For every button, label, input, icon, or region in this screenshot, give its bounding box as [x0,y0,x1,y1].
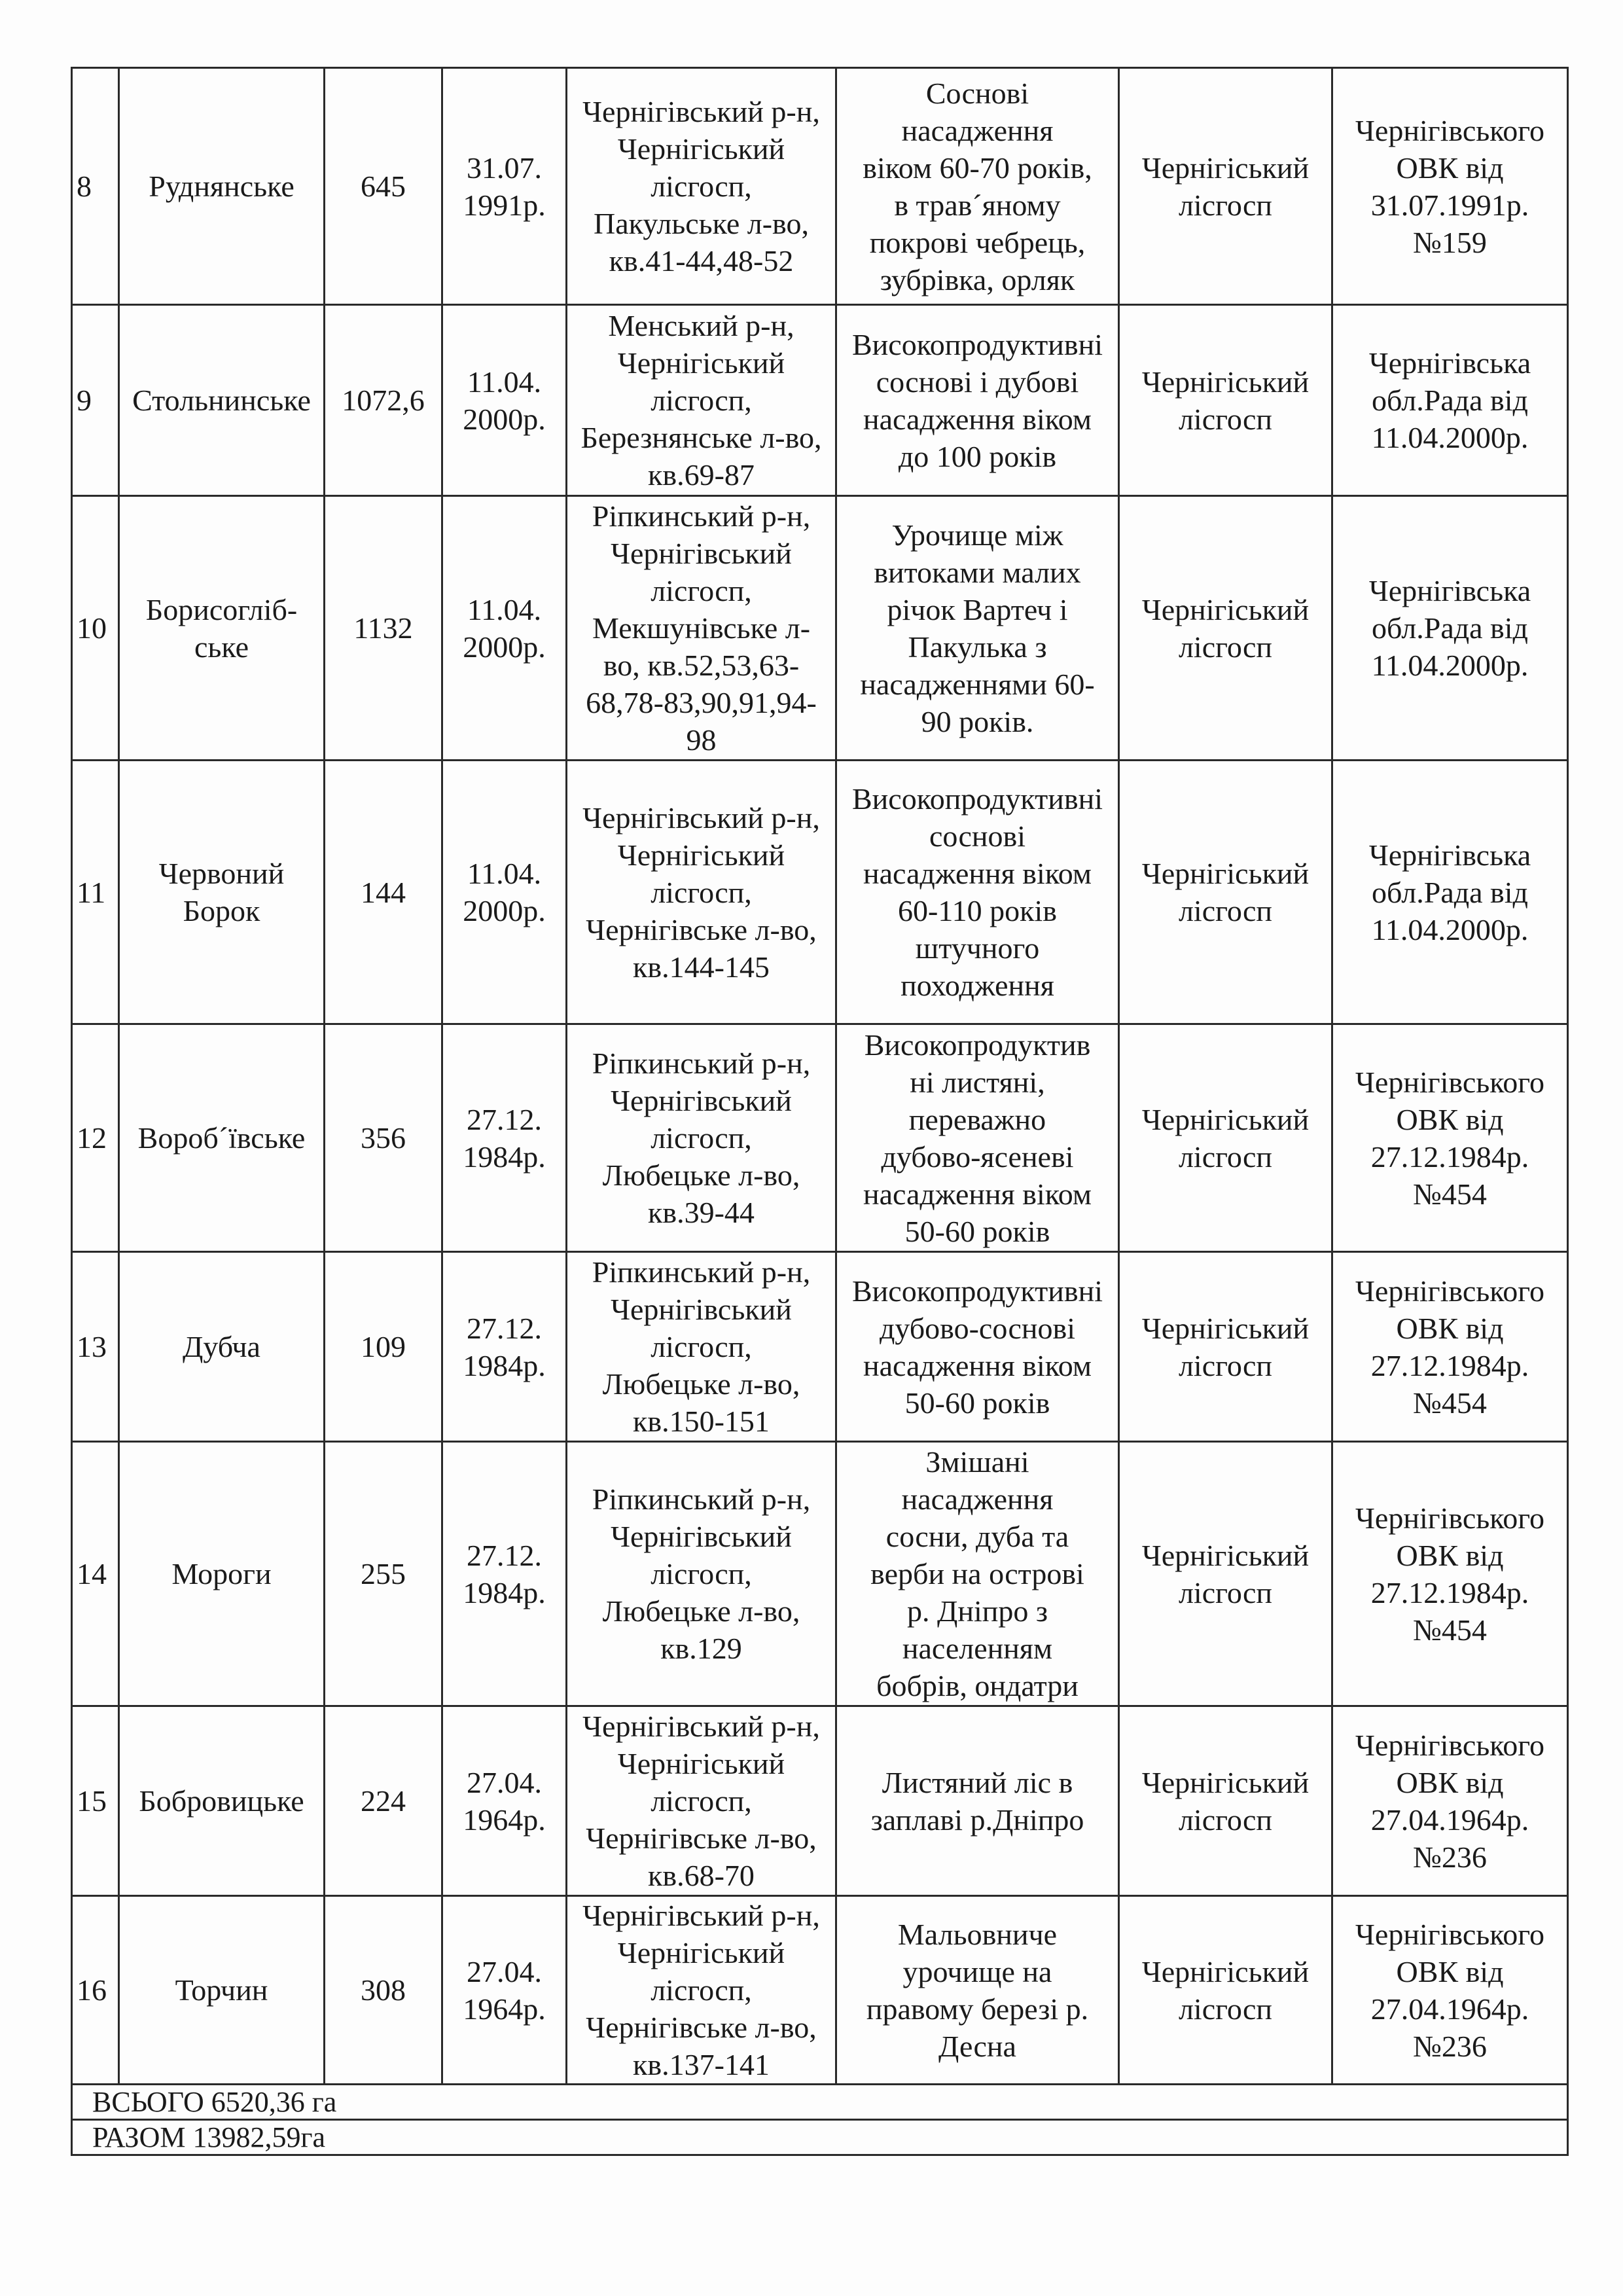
creation-decision: Чернігівського ОВК від 27.04.1964р. №236 [1332,1896,1568,2085]
land-user: Чернігіський лісгосп [1119,68,1332,305]
table-row [72,68,1568,305]
reserve-area: 144 [325,761,442,1024]
table-row [72,761,1568,1024]
land-user: Чернігіський лісгосп [1119,1024,1332,1252]
creation-date: 27.12. 1984р. [442,1442,567,1706]
reserves-table [71,67,1569,2156]
table-row [72,1252,1568,1442]
reserve-description: Високопродуктив ні листяні, переважно дубово-ясеневі насадження віком 50-60 років [836,1024,1119,1252]
reserve-area: 1132 [325,496,442,761]
row-number: 11 [72,761,119,1024]
reserve-area: 1072,6 [325,305,442,496]
reserve-location: Ріпкинський р-н, Чернігівський лісгосп, Мекшунівське л- во, кв.52,53,63- 68,78-83,90,91,94- 98 [567,496,836,761]
reserve-area: 224 [325,1706,442,1896]
reserve-description: Соснові насадження віком 60-70 років, в трав´яному покрові чебрець, зубрівка, орляк [836,68,1119,305]
table-row [72,1706,1568,1896]
total-razom: РАЗОМ 13982,59га [72,2120,1568,2155]
reserve-name: Червоний Борок [119,761,325,1024]
reserve-name: Бобровицьке [119,1706,325,1896]
table-row [72,305,1568,496]
row-number: 9 [72,305,119,496]
table-row [72,496,1568,761]
reserve-description: Мальовниче урочище на правому березі р. Десна [836,1896,1119,2085]
total-row [72,2085,1568,2120]
reserve-name: Дубча [119,1252,325,1442]
reserve-name: Вороб´ївське [119,1024,325,1252]
reserve-name: Мороги [119,1442,325,1706]
creation-decision: Чернігівського ОВК від 31.07.1991р. №159 [1332,68,1568,305]
creation-decision: Чернігівського ОВК від 27.12.1984р. №454 [1332,1252,1568,1442]
table-body [72,68,1568,2155]
reserve-location: Чернігівський р-н, Чернігіський лісгосп, Чернігівське л-во, кв.68-70 [567,1706,836,1896]
reserve-location: Ріпкинський р-н, Чернігівський лісгосп, Любецьке л-во, кв.150-151 [567,1252,836,1442]
reserve-description: Урочище між витоками малих річок Вартеч і Пакулька з насадженнями 60- 90 років. [836,496,1119,761]
row-number: 14 [72,1442,119,1706]
reserve-location: Чернігівський р-н, Чернігіський лісгосп, Пакульське л-во, кв.41-44,48-52 [567,68,836,305]
land-user: Чернігіський лісгосп [1119,496,1332,761]
reserve-location: Ріпкинський р-н, Чернігівський лісгосп, Любецьке л-во, кв.39-44 [567,1024,836,1252]
reserve-name: Руднянське [119,68,325,305]
creation-decision: Чернігівська обл.Рада від 11.04.2000р. [1332,761,1568,1024]
row-number: 8 [72,68,119,305]
table-row [72,1442,1568,1706]
reserve-name: Стольнинське [119,305,325,496]
land-user: Чернігіський лісгосп [1119,1252,1332,1442]
reserve-area: 255 [325,1442,442,1706]
creation-decision: Чернігівського ОВК від 27.12.1984р. №454 [1332,1442,1568,1706]
creation-decision: Чернігівська обл.Рада від 11.04.2000р. [1332,496,1568,761]
reserve-area: 356 [325,1024,442,1252]
creation-date: 27.12. 1984р. [442,1252,567,1442]
creation-decision: Чернігівського ОВК від 27.04.1964р. №236 [1332,1706,1568,1896]
land-user: Чернігіський лісгосп [1119,1442,1332,1706]
row-number: 10 [72,496,119,761]
reserve-name: Торчин [119,1896,325,2085]
reserve-name: Борисоглiб- ське [119,496,325,761]
creation-date: 27.12. 1984р. [442,1024,567,1252]
creation-date: 27.04. 1964р. [442,1706,567,1896]
table-row [72,1024,1568,1252]
creation-date: 11.04. 2000р. [442,496,567,761]
land-user: Чернігіський лісгосп [1119,1896,1332,2085]
total-row [72,2120,1568,2155]
reserve-location: Ріпкинський р-н, Чернігівський лісгосп, Любецьке л-во, кв.129 [567,1442,836,1706]
reserve-location: Чернігівський р-н, Чернігіський лісгосп, Чернігівське л-во, кв.137-141 [567,1896,836,2085]
creation-decision: Чернігівська обл.Рада від 11.04.2000р. [1332,305,1568,496]
reserve-area: 645 [325,68,442,305]
reserve-area: 308 [325,1896,442,2085]
creation-decision: Чернігівського ОВК від 27.12.1984р. №454 [1332,1024,1568,1252]
row-number: 15 [72,1706,119,1896]
reserve-description: Змішані насадження сосни, дуба та верби на острові р. Дніпро з населенням бобрів, ондатри [836,1442,1119,1706]
total-vsogo: ВСЬОГО 6520,36 га [72,2085,1568,2120]
land-user: Чернігіський лісгосп [1119,305,1332,496]
creation-date: 11.04. 2000р. [442,305,567,496]
reserve-location: Менський р-н, Чернігіський лісгосп, Березнянське л-во, кв.69-87 [567,305,836,496]
reserve-description: Високопродуктивні дубово-соснові насадження віком 50-60 років [836,1252,1119,1442]
reserve-description: Високопродуктивні соснові і дубові насадження віком до 100 років [836,305,1119,496]
creation-date: 27.04. 1964р. [442,1896,567,2085]
table-row [72,1896,1568,2085]
land-user: Чернігіський лісгосп [1119,761,1332,1024]
row-number: 16 [72,1896,119,2085]
reserve-area: 109 [325,1252,442,1442]
creation-date: 11.04. 2000р. [442,761,567,1024]
reserve-description: Листяний ліс в заплаві р.Дніпро [836,1706,1119,1896]
row-number: 12 [72,1024,119,1252]
reserve-location: Чернігівський р-н, Чернігіський лісгосп, Чернігівське л-во, кв.144-145 [567,761,836,1024]
reserve-description: Високопродуктивні соснові насадження віком 60-110 років штучного походження [836,761,1119,1024]
creation-date: 31.07. 1991р. [442,68,567,305]
row-number: 13 [72,1252,119,1442]
land-user: Чернігіський лісгосп [1119,1706,1332,1896]
